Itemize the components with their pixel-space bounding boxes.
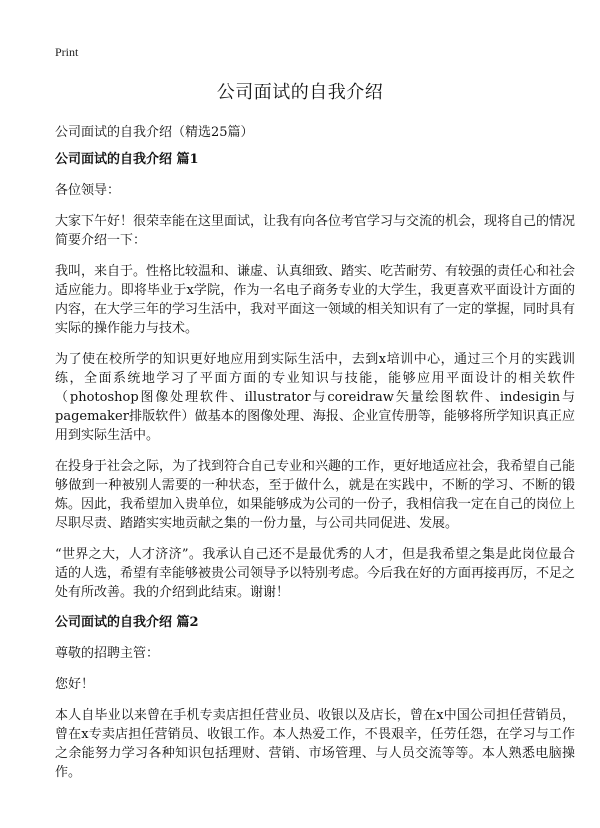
document-body (55, 151, 575, 794)
section-heading-1: 公司面试的自我介绍 篇1 (55, 152, 199, 167)
document-title: 公司面试的自我介绍 (216, 82, 384, 103)
paragraph: 为了使在校所学的知识更好地应用到实际生活中，去到x培训中心，通过三个月的实践训练，全面系统地学习了平面方面的专业知识与技能，能够应用平面设计的相关软件（photoshop图像处理软件、illustrator与coreidraw矢量绘图软件、indesigin与pagemaker排版软件）做基本的图像处理、海报、企业宣传册等，能够将所学知识真正应用到实际生活中。 (55, 352, 575, 443)
print-link[interactable]: Print (55, 45, 79, 59)
paragraph: 本人自毕业以来曾在手机专卖店担任营业员、收银以及店长，曾在x中国公司担任营销员，曾在x专卖店担任营销员、收银工作。本人热爱工作，不畏艰辛，任劳任怨，在学习与工作之余能努力学习各种知识包括理财、营销、市场管理、与人员交流等等。本人熟悉电脑操作。 (55, 708, 575, 780)
document-subtitle: 公司面试的自我介绍（精选25篇） (55, 125, 254, 140)
paragraph: “世界之大，人才济济”。我承认自己还不是最优秀的人才，但是我希望之集是此岗位最合适的人选，希望有幸能够被贵公司领导予以特别考虑。今后我在好的方面再接再厉，不足之处有所改善。我的介绍到此结束。谢谢！ (55, 547, 576, 600)
section-heading-2: 公司面试的自我介绍 篇2 (55, 615, 199, 630)
paragraph: 我叫，来自于。性格比较温和、谦虚、认真细致、踏实、吃苦耐劳、有较强的责任心和社会适应能力。即将毕业于x学院，作为一名电子商务专业的大学生，我更喜欢平面设计方面的内容，在大学三年的学习生活中，我对平面这一领域的相关知识有了一定的掌握，同时具有实际的操作能力与技术。 (55, 264, 576, 336)
paragraph: 您好！ (55, 677, 95, 692)
paragraph: 尊敬的招聘主管： (55, 646, 160, 661)
paragraph: 各位领导： (55, 183, 121, 198)
paragraph: 大家下午好！很荣幸能在这里面试，让我有向各位考官学习与交流的机会，现将自己的情况简要介绍一下： (55, 214, 576, 248)
paragraph: 在投身于社会之际，为了找到符合自己专业和兴趣的工作，更好地适应社会，我希望自己能够做到一种被别人需要的一种状态，至于做什么，就是在实践中，不断的学习、不断的锻炼。因此，我希望加入贵单位，如果能够成为公司的一份子，我相信我一定在自己的岗位上尽职尽责、踏踏实实地贡献之集的一份力量，与公司共同促进、发展。 (55, 459, 576, 531)
